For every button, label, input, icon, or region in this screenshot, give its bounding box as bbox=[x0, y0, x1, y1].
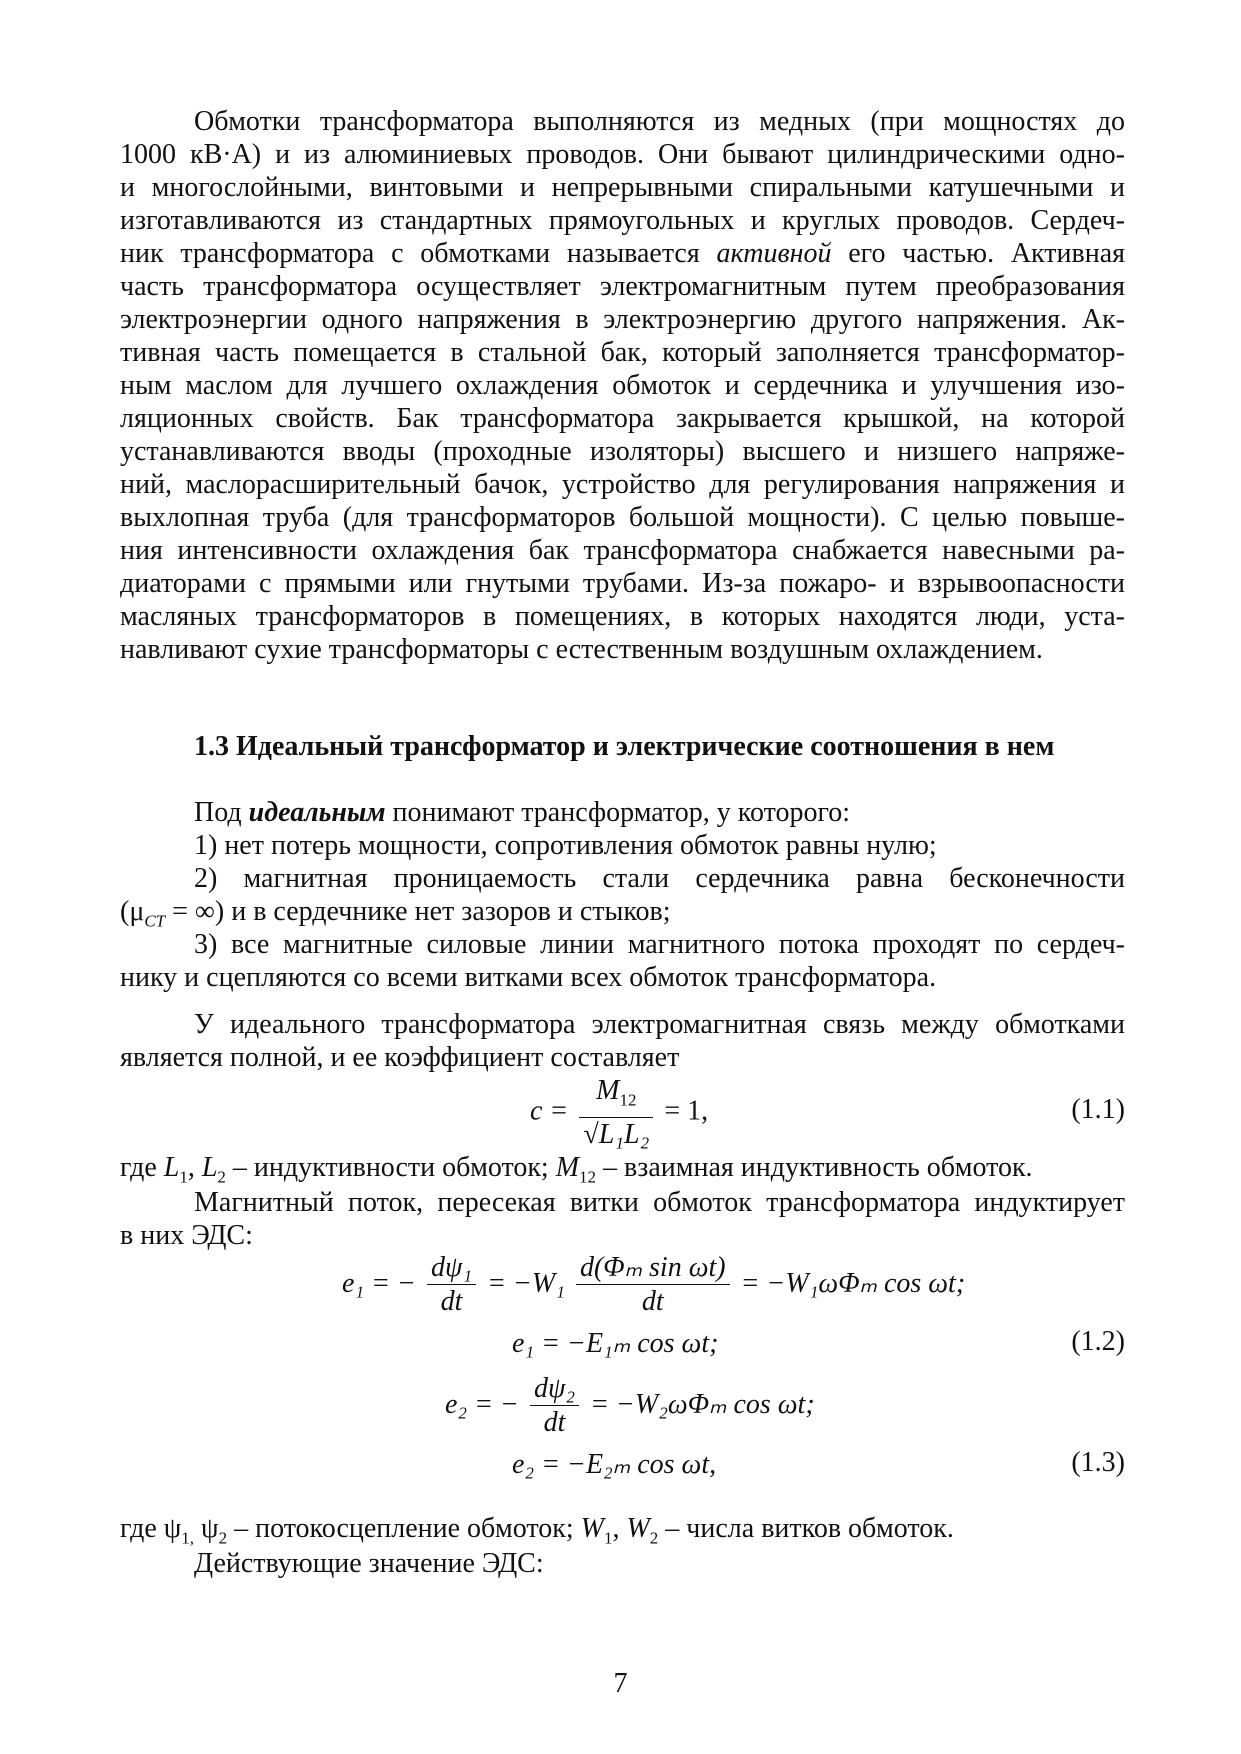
paragraph-line: масляных трансформаторов в помещениях, в которых находятся люди, уста- bbox=[120, 601, 1125, 632]
equation-number: (1.1) bbox=[1071, 1094, 1125, 1125]
eq-lhs: c = bbox=[530, 1095, 569, 1127]
subscript: 2 bbox=[217, 1167, 226, 1187]
equation-number: (1.2) bbox=[1071, 1326, 1125, 1357]
paragraph-line: 1000 кВ·А) и из алюминиевых проводов. Они бывают цилиндрическими одно- bbox=[120, 139, 1125, 170]
page-number: 7 bbox=[613, 1668, 628, 1699]
paragraph-line bbox=[194, 796, 1125, 829]
numerator: dψ₁ bbox=[427, 1252, 476, 1285]
list-item-continuation: нику и сцепляются со всеми витками всех обмоток трансформатора. bbox=[120, 962, 937, 993]
denominator: dt bbox=[440, 1286, 463, 1317]
text-run: ник трансформатора с обмотками называется bbox=[120, 238, 717, 269]
equation-1-1 bbox=[530, 1075, 708, 1152]
symbol-M: M bbox=[555, 1152, 580, 1183]
subscript: 12 bbox=[579, 1167, 597, 1187]
fraction bbox=[427, 1252, 476, 1319]
subscript: 1 bbox=[179, 1167, 188, 1187]
eq-rhs: = 1, bbox=[664, 1095, 709, 1127]
subscript: 1 bbox=[603, 1528, 613, 1548]
emphasis-active: активной bbox=[716, 238, 832, 269]
list-item: 2) магнитная проницаемость стали сердечника равна бесконечности bbox=[194, 863, 1125, 894]
text-run: Под bbox=[194, 797, 249, 828]
symbol-W: W bbox=[626, 1513, 650, 1544]
list-item-continuation: ($\mu_{CT}$ = ∞) и в сердечнике нет зазоров и стыков; bbox=[120, 896, 671, 931]
paragraph-line: устанавливаются вводы (проходные изоляторы) высшего и низшего напряже- bbox=[120, 436, 1125, 467]
equation-number: (1.3) bbox=[1071, 1447, 1125, 1478]
mu-symbol: μ bbox=[129, 896, 145, 927]
paragraph-line: диаторами с прямыми или гнутыми трубами. Из-за пожаро- и взрывоопасности bbox=[120, 568, 1125, 599]
eq-rhs: = −W₂ωΦₘ cos ωt; bbox=[590, 1388, 815, 1420]
text-run: где ψ bbox=[120, 1513, 182, 1544]
subscript: 12 bbox=[619, 1090, 637, 1110]
text-run: – потокосцепление обмоток; bbox=[227, 1513, 581, 1544]
emphasis-ideal: идеальным bbox=[248, 797, 386, 828]
list-item: 3) все магнитные силовые линии магнитного потока проходят по сердеч- bbox=[194, 929, 1125, 960]
equation-1-2-row1 bbox=[342, 1252, 965, 1319]
symbol-W: W bbox=[580, 1513, 604, 1544]
paragraph-line: ния интенсивности охлаждения бак трансформатора снабжается навесными ра- bbox=[120, 535, 1125, 566]
fraction bbox=[579, 1075, 653, 1152]
text-run: понимают трансформатор, у которого: bbox=[385, 797, 851, 828]
numerator: d(Φₘ sin ωt) bbox=[576, 1252, 730, 1285]
paragraph-line: ляционных свойств. Бак трансформатора закрывается крышкой, на которой bbox=[120, 403, 1125, 434]
paragraph-line bbox=[120, 237, 1125, 270]
section-heading: 1.3 Идеальный трансформатор и электрические соотношения в нем bbox=[194, 731, 1055, 762]
subscript: 1, bbox=[181, 1528, 195, 1548]
paragraph-line: ний, маслорасширительный бачок, устройство для регулирования напряжения и bbox=[120, 469, 1125, 500]
denominator: √L₁L₂ bbox=[583, 1118, 650, 1150]
paragraph-line: навливают сухие трансформаторы с естественным воздушным охлаждением. bbox=[120, 634, 1043, 665]
eq-symbol: M bbox=[596, 1075, 620, 1106]
fraction bbox=[530, 1373, 579, 1440]
text-run: , bbox=[612, 1513, 627, 1544]
equation-1-3-row2: e₂ = −E₂ₘ cos ωt, bbox=[512, 1449, 717, 1480]
paragraph-line: электроэнергии одного напряжения в электроэнергию другого напряжения. Ак- bbox=[120, 304, 1125, 335]
list-item: 1) нет потерь мощности, сопротивления обмоток равны нулю; bbox=[194, 830, 937, 861]
text-run: где bbox=[120, 1152, 164, 1183]
paragraph-line: выхлопная труба (для трансформаторов большой мощности). С целью повыше- bbox=[120, 502, 1125, 533]
equation-1-3-row1 bbox=[445, 1373, 815, 1440]
paragraph-line: и многослойными, винтовыми и непрерывными спиральными катушечными и bbox=[120, 172, 1125, 203]
symbol-L: L bbox=[201, 1152, 218, 1183]
paragraph-line: Обмотки трансформатора выполняются из медных (при мощностях до bbox=[194, 106, 1125, 137]
denominator: dt bbox=[641, 1286, 664, 1317]
eq-lhs: e₂ = − bbox=[445, 1388, 519, 1420]
text-run: = ∞) и в сердечнике нет зазоров и стыков; bbox=[165, 896, 671, 927]
paragraph-line: часть трансформатора осуществляет электромагнитным путем преобразования bbox=[120, 271, 1125, 302]
paragraph-line: ным маслом для лучшего охлаждения обмоток и сердечника и улучшения изо- bbox=[120, 370, 1125, 401]
paragraph-line: в них ЭДС: bbox=[120, 1220, 253, 1251]
symbol-L: L bbox=[163, 1152, 180, 1183]
paragraph-line: Магнитный поток, пересекая витки обмоток трансформатора индуктирует bbox=[194, 1187, 1125, 1218]
paragraph-line: У идеального трансформатора электромагнитная связь между обмотками bbox=[194, 1009, 1125, 1040]
text-run: – индуктивности обмоток; bbox=[225, 1152, 556, 1183]
paragraph-line: тивная часть помещается в стальной бак, который заполняется трансформатор- bbox=[120, 337, 1125, 368]
text-run: , bbox=[187, 1152, 202, 1183]
fraction bbox=[576, 1252, 730, 1319]
numerator: dψ₂ bbox=[530, 1373, 579, 1406]
eq-term: = −W₁ bbox=[487, 1267, 565, 1299]
paragraph-line: изготавливаются из стандартных прямоугольных и круглых проводов. Сердеч- bbox=[120, 205, 1125, 236]
paragraph-line: Действующие значение ЭДС: bbox=[194, 1548, 544, 1579]
denominator: dt bbox=[543, 1407, 566, 1438]
text-run: – числа витков обмоток. bbox=[658, 1513, 954, 1544]
subscript: 2 bbox=[218, 1528, 228, 1548]
paragraph-line: является полной, и ее коэффициент составляет bbox=[120, 1042, 680, 1073]
eq-lhs: e₁ = − bbox=[342, 1267, 416, 1299]
equation-1-2-row2: e₁ = −E₁ₘ cos ωt; bbox=[512, 1328, 719, 1359]
text-run: ψ bbox=[194, 1513, 219, 1544]
numerator bbox=[579, 1075, 653, 1118]
text-run: его частью. Активная bbox=[831, 238, 1126, 269]
subscript: CT bbox=[144, 911, 166, 931]
subscript: 2 bbox=[649, 1528, 659, 1548]
text-run: – взаимная индуктивность обмоток. bbox=[596, 1152, 1033, 1183]
eq-rhs: = −W₁ωΦₘ cos ωt; bbox=[740, 1267, 966, 1299]
